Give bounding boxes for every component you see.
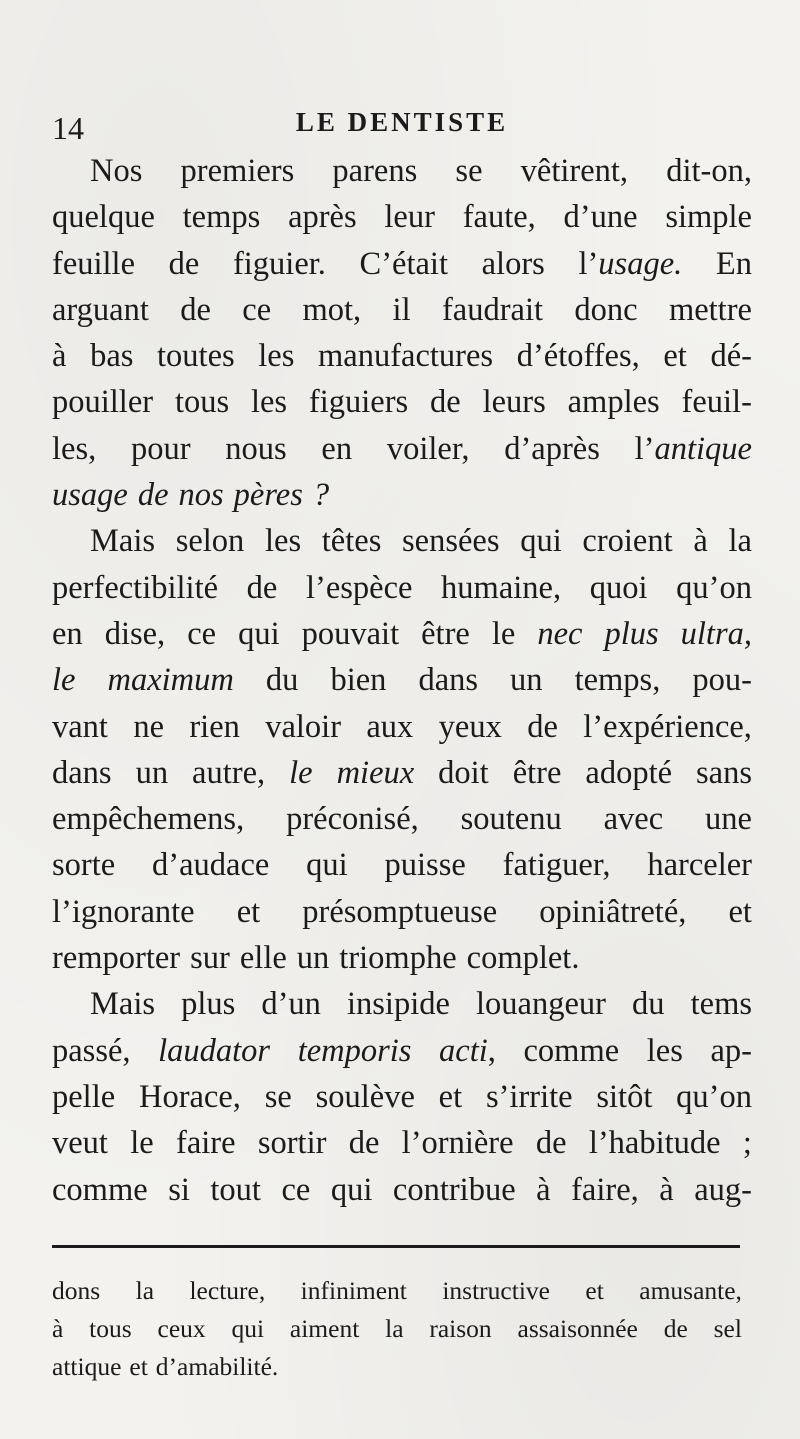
- word: sorte: [52, 847, 116, 884]
- word: de: [246, 569, 278, 606]
- word: et: [663, 338, 687, 375]
- word: amples: [567, 384, 660, 421]
- word: qui: [238, 615, 280, 652]
- word: et: [585, 1276, 604, 1305]
- word: harceler: [647, 847, 752, 884]
- footnote-rule: [52, 1245, 740, 1248]
- word: de: [180, 291, 211, 328]
- word: leur: [384, 199, 435, 236]
- word: bas: [90, 338, 134, 375]
- word: remporter: [52, 940, 181, 977]
- word: de: [527, 708, 558, 745]
- footnote: [52, 1272, 742, 1386]
- word: laudator: [158, 1032, 271, 1069]
- word: ne: [133, 708, 164, 745]
- text-line: [52, 796, 752, 842]
- word: manufactures: [318, 338, 494, 375]
- word: attique: [52, 1352, 122, 1381]
- word: aux: [366, 708, 414, 745]
- word: acti,: [439, 1032, 496, 1069]
- word: Nos: [90, 153, 143, 189]
- word: puisse: [384, 847, 466, 884]
- word: à: [52, 1314, 64, 1343]
- word: sensées: [402, 523, 500, 560]
- word: et: [236, 893, 261, 930]
- text-line: [52, 1074, 752, 1120]
- word: faire: [176, 1125, 236, 1162]
- word: pères: [233, 477, 303, 514]
- word: figuier.: [232, 245, 326, 282]
- word: sel: [713, 1314, 742, 1343]
- word: ;: [742, 1125, 752, 1162]
- word: opiniâtreté,: [539, 893, 687, 930]
- word: comme: [52, 1171, 148, 1208]
- word: un: [296, 940, 330, 977]
- text-line: [52, 889, 752, 935]
- word: mieux: [336, 754, 415, 791]
- word: doit: [438, 754, 489, 791]
- word: dans: [52, 754, 112, 791]
- word: dé-: [710, 338, 752, 375]
- word: d’un: [261, 986, 321, 1023]
- word: valoir: [265, 708, 342, 745]
- word: rien: [189, 708, 240, 745]
- word: les: [250, 384, 288, 421]
- word: de: [168, 245, 200, 282]
- text-line: [52, 611, 752, 657]
- word: quoi: [589, 569, 648, 606]
- word: temps: [182, 199, 261, 236]
- word: à: [52, 338, 67, 375]
- text-line: [52, 148, 752, 194]
- footnote-line: [52, 1348, 742, 1386]
- word: fatiguer,: [502, 847, 611, 884]
- word: qu’on: [676, 1078, 752, 1115]
- word: à: [693, 523, 708, 560]
- word: dons: [52, 1276, 101, 1305]
- text-line: [52, 750, 752, 796]
- word: mot,: [302, 291, 362, 328]
- running-title: LE DENTISTE: [295, 107, 509, 137]
- word: plus: [604, 615, 659, 652]
- word: la: [135, 1276, 155, 1305]
- word: l’antique: [634, 430, 752, 467]
- text-line: [52, 1120, 752, 1166]
- word: le: [130, 1125, 154, 1162]
- word: adopté: [585, 754, 673, 791]
- word: plus: [181, 986, 236, 1023]
- word: ce: [187, 615, 217, 652]
- word: un: [135, 754, 169, 791]
- word: nous: [225, 430, 287, 467]
- word: présomptueuse: [302, 893, 498, 930]
- page-header: [52, 100, 752, 144]
- word: maximum: [107, 662, 234, 699]
- word: du: [632, 986, 665, 1023]
- word: d’étoffes,: [516, 338, 640, 375]
- text-line: [52, 241, 752, 287]
- word: temporis: [297, 1032, 412, 1069]
- word: voiler,: [386, 430, 470, 467]
- word: d’audace: [152, 847, 270, 884]
- word: aug-: [694, 1171, 752, 1208]
- word: le: [52, 662, 76, 699]
- word: elle: [239, 940, 287, 977]
- word: tous: [89, 1314, 132, 1343]
- word: leurs: [482, 384, 546, 421]
- word: aiment: [289, 1314, 360, 1343]
- word: C’était: [359, 245, 448, 282]
- word: pour: [130, 430, 191, 467]
- word: arguant: [52, 291, 149, 328]
- text-line: [52, 1028, 752, 1074]
- word: En: [715, 245, 752, 282]
- word: être: [421, 615, 470, 652]
- text-line: [52, 565, 752, 611]
- text-line: [52, 379, 752, 425]
- word: humaine,: [441, 569, 562, 606]
- text-line: [52, 935, 752, 981]
- word: de: [430, 384, 461, 421]
- word: faudrait: [441, 291, 544, 328]
- word: alors: [481, 245, 545, 282]
- word: de: [348, 1125, 380, 1162]
- word: pouiller: [52, 384, 154, 421]
- word: figuiers: [308, 384, 409, 421]
- word: du: [265, 662, 299, 699]
- word: feuil-: [681, 384, 752, 421]
- word: pouvait: [301, 615, 400, 652]
- word: qui: [231, 1314, 265, 1343]
- word: empêchemens,: [52, 801, 245, 838]
- word: vêtirent,: [520, 153, 629, 189]
- word: dans: [418, 662, 479, 699]
- text-line: [52, 518, 752, 564]
- word: l’espèce: [305, 569, 413, 606]
- word: nec: [537, 615, 583, 652]
- word: l’ignorante: [52, 893, 195, 930]
- word: sortir: [257, 1125, 327, 1162]
- word: pelle: [52, 1078, 116, 1115]
- word: être: [512, 754, 562, 791]
- word: qu’on: [676, 569, 752, 606]
- word: qui: [330, 1171, 373, 1208]
- word: l’usage.: [578, 245, 683, 282]
- word: dise,: [104, 615, 166, 652]
- word: d’après: [504, 430, 600, 467]
- word: la: [385, 1314, 404, 1343]
- word: sur: [190, 940, 230, 977]
- word: ce: [281, 1171, 311, 1208]
- word: raison: [429, 1314, 492, 1343]
- text-line: [52, 704, 752, 750]
- word: instructive: [442, 1276, 550, 1305]
- word: de: [663, 1314, 688, 1343]
- word: et: [129, 1352, 148, 1381]
- word: une: [705, 801, 752, 838]
- word: et: [438, 1078, 463, 1115]
- word: en: [321, 430, 353, 467]
- text-line: [52, 194, 752, 240]
- word: ultra,: [680, 615, 752, 652]
- word: en: [52, 615, 83, 652]
- word: les: [646, 1032, 683, 1069]
- word: faire,: [571, 1171, 639, 1208]
- word: triomphe: [339, 940, 457, 977]
- word: veut: [52, 1125, 108, 1162]
- text-line: [52, 657, 752, 703]
- word: premiers: [180, 153, 295, 189]
- word: nos: [178, 477, 224, 514]
- word: usage: [52, 477, 128, 514]
- word: bien: [330, 662, 387, 699]
- word: d’amabilité.: [155, 1352, 279, 1381]
- word: la: [728, 523, 752, 560]
- text-line: [52, 426, 752, 472]
- word: d’une: [563, 199, 638, 236]
- word: Mais: [90, 986, 155, 1023]
- word: qui: [520, 523, 562, 560]
- footnote-line: [52, 1310, 742, 1348]
- word: s’irrite: [485, 1078, 573, 1115]
- word: et: [728, 893, 752, 930]
- word: Mais: [90, 523, 155, 560]
- word: complet.: [466, 940, 580, 977]
- word: le: [491, 615, 516, 652]
- word: se: [264, 1078, 292, 1115]
- word: à: [536, 1171, 551, 1208]
- word: mettre: [668, 291, 752, 328]
- word: donc: [574, 291, 638, 328]
- word: un: [510, 662, 543, 699]
- word: après: [288, 199, 357, 236]
- word: ce: [242, 291, 272, 328]
- word: têtes: [321, 523, 382, 560]
- text-line: [52, 1167, 752, 1213]
- word: à: [659, 1171, 674, 1208]
- word: quelque: [52, 199, 155, 236]
- word: ?: [312, 477, 330, 514]
- text-line: [52, 981, 752, 1027]
- footnote-line: [52, 1272, 742, 1310]
- word: il: [392, 291, 411, 328]
- word: amusante,: [639, 1276, 742, 1305]
- word: l’ornière: [401, 1125, 514, 1162]
- word: ap-: [710, 1032, 752, 1069]
- text-line: [52, 287, 752, 333]
- word: se: [455, 153, 483, 189]
- page-number: 14: [52, 110, 84, 146]
- word: soulève: [315, 1078, 415, 1115]
- word: yeux: [438, 708, 502, 745]
- word: pou-: [692, 662, 752, 699]
- word: avec: [603, 801, 664, 838]
- word: temps,: [574, 662, 661, 699]
- word: perfectibilité: [52, 569, 219, 606]
- text-line: [52, 842, 752, 888]
- word: ceux: [157, 1314, 206, 1343]
- word: faute,: [462, 199, 536, 236]
- word: autre,: [192, 754, 266, 791]
- word: de: [535, 1125, 567, 1162]
- body-text: [52, 148, 752, 1213]
- word: si: [168, 1171, 190, 1208]
- word: parens: [332, 153, 418, 189]
- word: infiniment: [300, 1276, 407, 1305]
- word: soutenu: [460, 801, 562, 838]
- text-line: [52, 333, 752, 379]
- word: croient: [582, 523, 673, 560]
- word: les: [258, 338, 295, 375]
- word: vant: [52, 708, 108, 745]
- word: Horace,: [138, 1078, 241, 1115]
- text-line: [52, 472, 752, 518]
- word: qui: [306, 847, 348, 884]
- word: louangeur: [476, 986, 606, 1023]
- word: préconisé,: [286, 801, 419, 838]
- word: les: [264, 523, 302, 560]
- word: les,: [52, 430, 97, 467]
- word: comme: [523, 1032, 620, 1069]
- word: simple: [665, 199, 752, 236]
- word: insipide: [347, 986, 450, 1023]
- word: tems: [690, 986, 752, 1023]
- word: toutes: [157, 338, 235, 375]
- word: dit-on,: [666, 153, 752, 189]
- word: sitôt: [596, 1078, 653, 1115]
- word: l’habitude: [588, 1125, 721, 1162]
- word: selon: [175, 523, 245, 560]
- word: contribue: [392, 1171, 516, 1208]
- word: le: [289, 754, 313, 791]
- word: feuille: [52, 245, 136, 282]
- word: tous: [174, 384, 230, 421]
- word: de: [137, 477, 169, 514]
- word: l’expérience,: [583, 708, 752, 745]
- word: assaisonnée: [517, 1314, 638, 1343]
- word: tout: [210, 1171, 261, 1208]
- word: passé,: [52, 1032, 131, 1069]
- word: sans: [696, 754, 752, 791]
- word: lecture,: [189, 1276, 266, 1305]
